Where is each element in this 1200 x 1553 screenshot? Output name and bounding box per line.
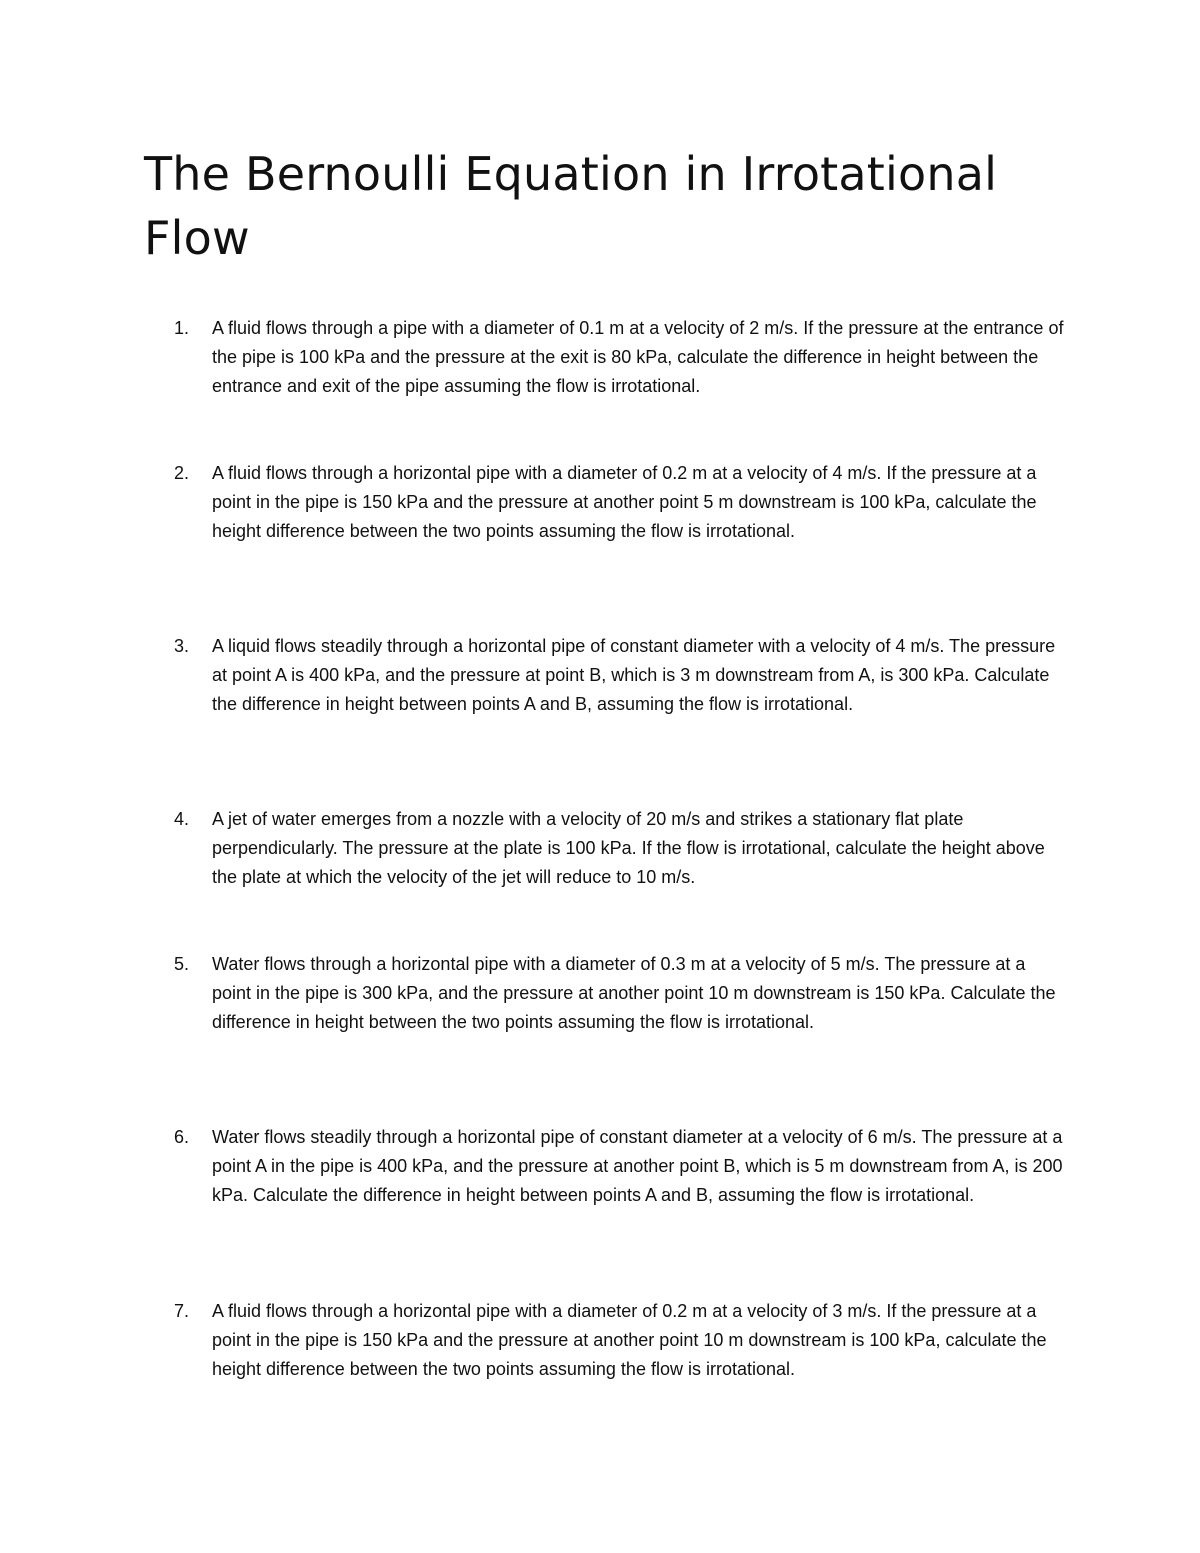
question-number: 1.	[174, 318, 190, 338]
question-text: Water flows steadily through a horizontal pipe of constant diameter at a velocity of 6 m/s. The pressure at a point A in the pipe is 400 kPa, and the pressure at another point B, which is 5 m downstream from A, is 200 kPa. Calculate the difference in height between points A and B, assuming the flow is irrotational.	[212, 1127, 1063, 1205]
question-text: A fluid flows through a pipe with a diameter of 0.1 m at a velocity of 2 m/s. If the pressure at the entrance of the pipe is 100 kPa and the pressure at the exit is 80 kPa, calculate the difference in height between the entrance and exit of the pipe assuming the flow is irrotational.	[212, 318, 1064, 396]
question-number: 4.	[174, 809, 190, 829]
question-number: 5.	[174, 954, 190, 974]
page-title: The Bernoulli Equation in Irrotational Flow	[144, 147, 998, 265]
question-number: 7.	[174, 1301, 190, 1321]
question-text: Water flows through a horizontal pipe with a diameter of 0.3 m at a velocity of 5 m/s. The pressure at a point in the pipe is 300 kPa, and the pressure at another point 10 m downstream is 150 kPa. Calculate the difference in height between the two points assuming the flow is irrotational.	[212, 954, 1056, 1032]
question-number: 6.	[174, 1127, 190, 1147]
question-number: 2.	[174, 463, 190, 483]
question-text: A jet of water emerges from a nozzle with a velocity of 20 m/s and strikes a stationary flat plate perpendicularly. The pressure at the plate is 100 kPa. If the flow is irrotational, calculate the height above the plate at which the velocity of the jet will reduce to 10 m/s.	[212, 809, 1045, 887]
question-text: A fluid flows through a horizontal pipe with a diameter of 0.2 m at a velocity of 4 m/s. If the pressure at a point in the pipe is 150 kPa and the pressure at another point 5 m downstream is 100 kPa, calculate the height difference between the two points assuming the flow is irrotational.	[212, 463, 1037, 541]
question-number: 3.	[174, 636, 190, 656]
question-text: A liquid flows steadily through a horizontal pipe of constant diameter with a velocity of 4 m/s. The pressure at point A is 400 kPa, and the pressure at point B, which is 3 m downstream from A, is 300 kPa. Calculate the difference in height between points A and B, assuming the flow is irrotational.	[212, 636, 1056, 714]
question-text: A fluid flows through a horizontal pipe with a diameter of 0.2 m at a velocity of 3 m/s. If the pressure at a point in the pipe is 150 kPa and the pressure at another point 10 m downstream is 100 kPa, calculate the height difference between the two points assuming the flow is irrotational.	[212, 1301, 1047, 1379]
